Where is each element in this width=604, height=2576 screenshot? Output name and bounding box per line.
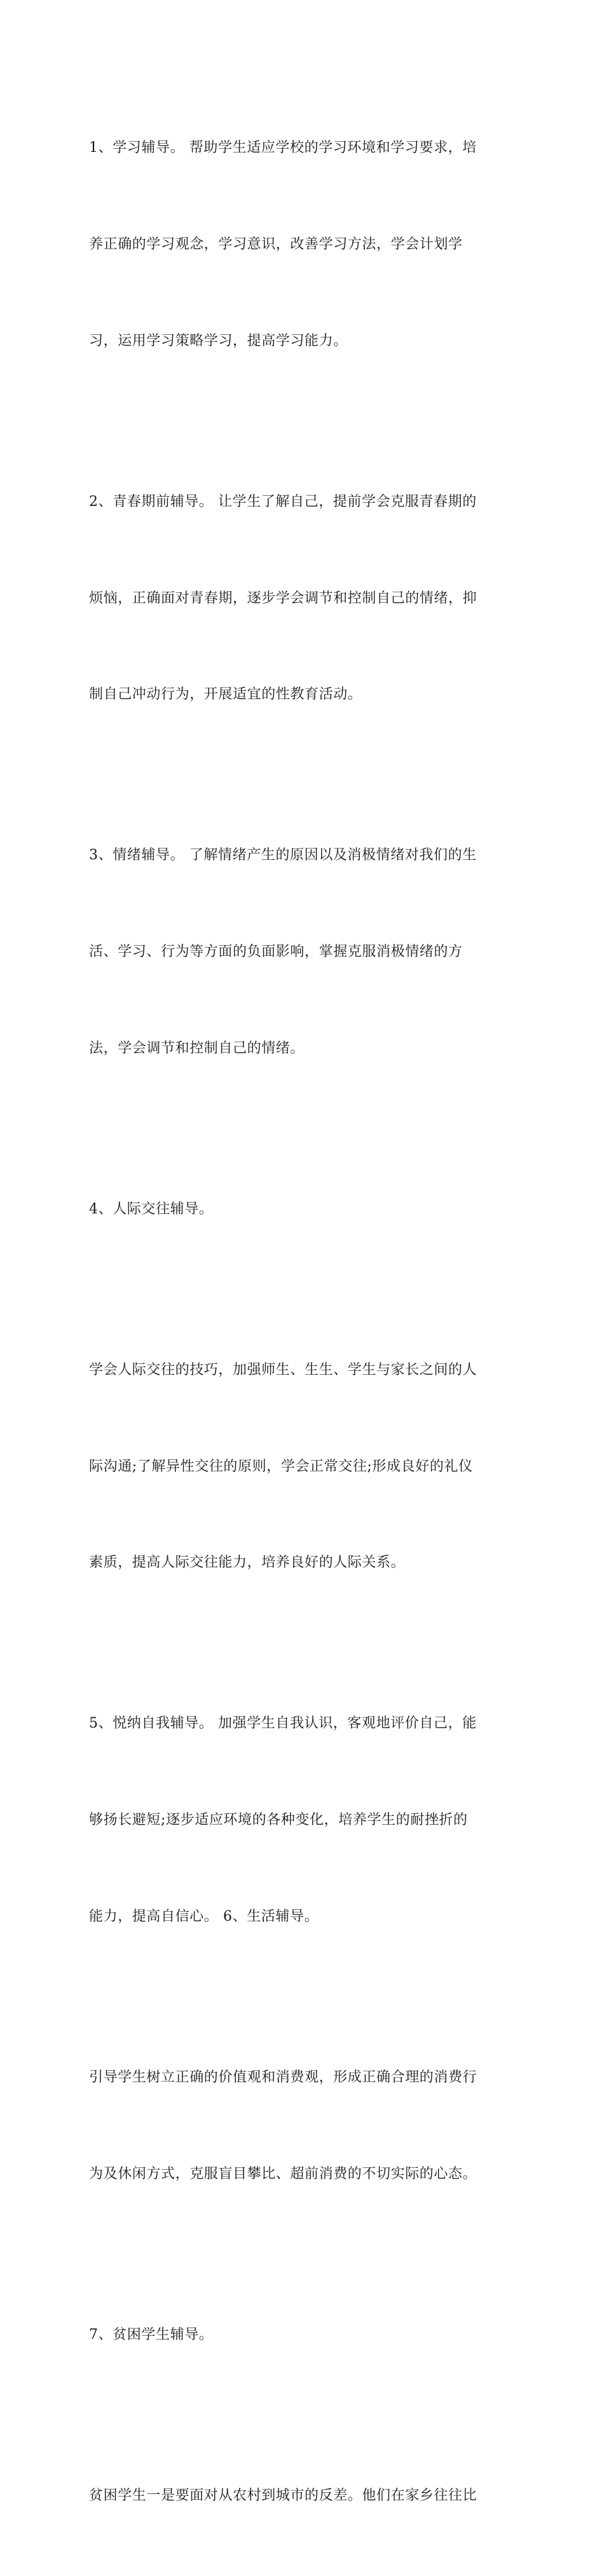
text-line: 为及休闲方式，克服盲目攀比、超前消费的不切实际的心态。 [89, 2165, 477, 2182]
paragraph-interpersonal-heading [89, 1129, 521, 1290]
text-line: 养正确的学习观念，学习意识，改善学习方法，学会计划学 [89, 236, 463, 252]
text-line: 法，学会调节和控制自己的情绪。 [89, 1040, 305, 1056]
paragraph-poor-students-body [89, 2415, 521, 2576]
text-line: 学会人际交往的技巧，加强师生、生生、学生与家长之间的人 [89, 1361, 477, 1378]
text-line: 际沟通;了解异性交往的原则，学会正常交往;形成良好的礼仪 [89, 1458, 473, 1475]
paragraph-interpersonal-body [89, 1290, 521, 1644]
text-line: 7、贫困学生辅导。 [89, 2326, 214, 2343]
text-line: 够扬长避短;逐步适应环境的各种变化，培养学生的耐挫折的 [89, 1812, 468, 1829]
text-line: 2、青春期前辅导。 让学生了解自己，提前学会克服青春期的 [89, 493, 477, 510]
text-line: 制自己冲动行为，开展适宜的性教育活动。 [89, 686, 362, 703]
text-line: 素质，提高人际交往能力，培养良好的人际关系。 [89, 1555, 406, 1571]
paragraph-life-guidance-body [89, 1998, 521, 2255]
text-line: 活、学习、行为等方面的负面影响，掌握克服消极情绪的方 [89, 944, 463, 960]
paragraph-poor-students-heading [89, 2254, 521, 2415]
text-line: 3、情绪辅导。 了解情绪产生的原因以及消极情绪对我们的生 [89, 847, 477, 864]
paragraph-puberty-guidance [89, 422, 521, 776]
text-line: 习，运用学习策略学习，提高学习能力。 [89, 332, 348, 349]
paragraph-emotion-guidance [89, 775, 521, 1129]
text-line: 能力，提高自信心。 6、生活辅导。 [89, 1908, 319, 1925]
text-line: 烦恼，正确面对青春期，逐步学会调节和控制自己的情绪，抑 [89, 590, 477, 606]
text-line: 1、学习辅导。 帮助学生适应学校的学习环境和学习要求，培 [89, 140, 477, 156]
text-line: 贫困学生一是要面对从农村到城市的反差。他们在家乡往往比 [89, 2487, 477, 2504]
text-line: 4、人际交往辅导。 [89, 1201, 214, 1217]
document-body [89, 68, 521, 2576]
text-line: 5、悦纳自我辅导。 加强学生自我认识，客观地评价自己，能 [89, 1715, 477, 1732]
text-line: 引导学生树立正确的价值观和消费观，形成正确合理的消费行 [89, 2069, 477, 2085]
paragraph-self-acceptance [89, 1644, 521, 1998]
paragraph-study-guidance [89, 68, 521, 422]
